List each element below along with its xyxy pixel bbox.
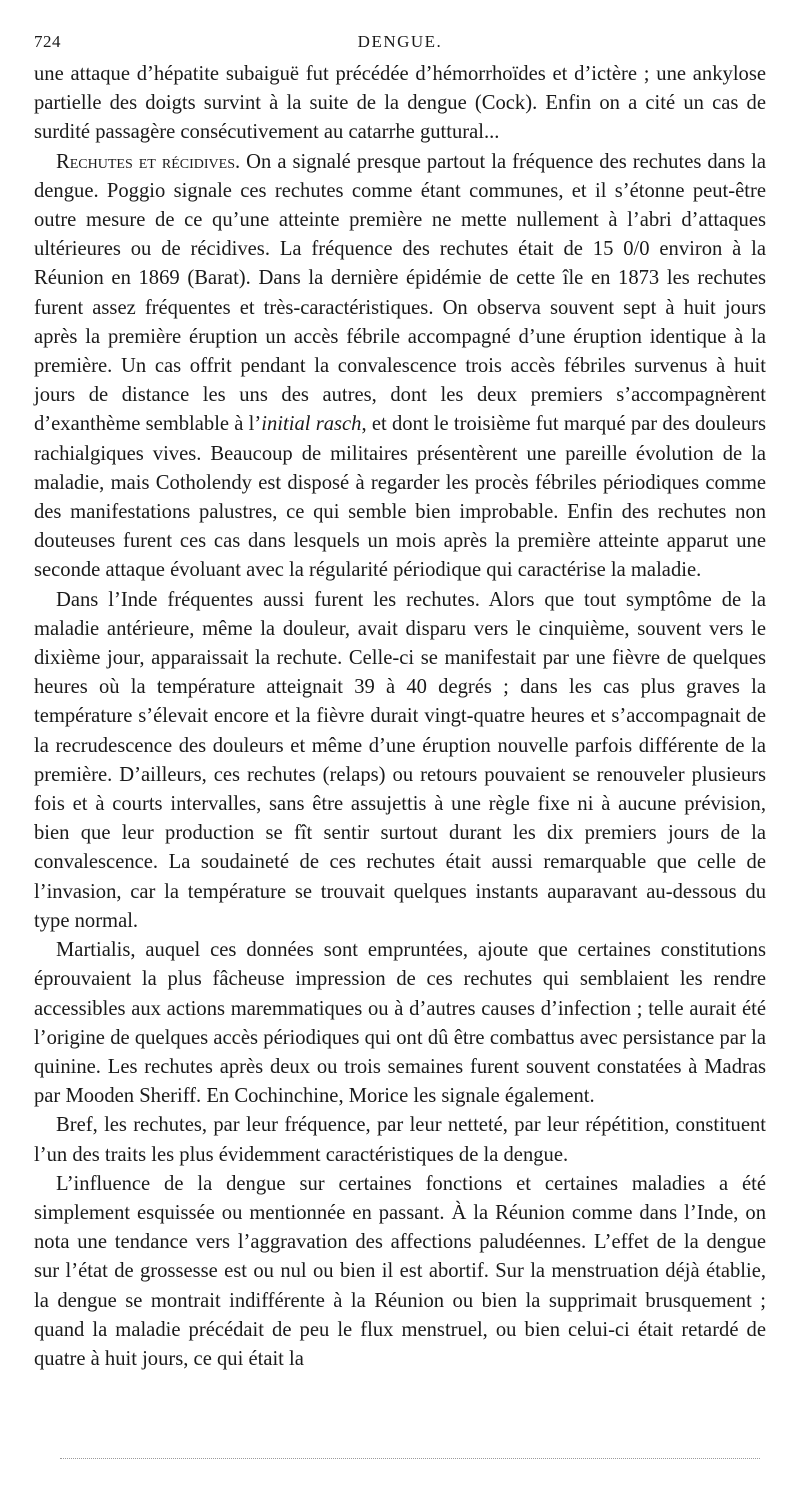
paragraph-inde: Dans l’Inde fréquentes aussi furent les rechutes. Alors que tout symptôme de la maladie antérieure, même la douleur, avait disparu vers le cinquième, souvent vers le dixième jour, apparaissait la rechute. Celle-ci se manifestait par une fièvre de quelques heures où la température atteignait 39 à 40 degrés ; dans les cas plus graves la température s’élevait encore et la fièvre durait vingt-quatre heures et s’accompagnait de la recrudescence des douleurs et même d’une éruption nouvelle parfois différente de la première. D’ailleurs, ces rechutes (relaps) ou retours pouvaient se renouveler plusieurs fois et à courts intervalles, sans être assujettis à une règle fixe ni à aucune prévision, bien que leur production se fît sentir surtout durant les dix premiers jours de la convalescence. La soudaineté de ces rechutes était aussi remarquable que celle de l’invasion, car la température se trouvait quelques instants auparavant au-dessous du type normal. <box>34 588 766 932</box>
paragraph-text: , et dont le troisième fut marqué par des douleurs rachialgiques vives. Beaucoup de militaires présentèrent une pareille évolution de la maladie, mais Cotholendy est disposé à regarder les procès fébriles périodiques comme des manifestations palustres, ce qui semble bien improbable. Enfin des rechutes non douteuses furent ces cas dans lesquels un mois après la première atteinte apparut une seconde attaque évoluant avec la régularité périodique qui caractérise la maladie. <box>34 413 766 582</box>
paragraph-influence: L’influence de la dengue sur certaines fonctions et certaines maladies a été simplement esquissée ou mentionnée en passant. À la Réunion comme dans l’Inde, on nota une tendance vers l’aggravation des affections paludéennes. L’effet de la dengue sur l’état de grossesse est ou nul ou bien il est abortif. Sur la menstruation déjà établie, la dengue se montrait indifférente à la Réunion ou bien la supprimait brusquement ; quand la maladie précédait de peu le flux menstruel, ou bien celui-ci était retardé de quatre à huit jours, ce qui était la <box>34 1172 766 1370</box>
section-heading: Rechutes et récidives. <box>56 150 241 173</box>
page-number: 724 <box>34 32 61 51</box>
body-text <box>34 60 766 1374</box>
paragraph-text: On a signalé presque partout la fréquence des rechutes dans la dengue. Poggio signale ces rechutes comme étant communes, et il s’étonne peut-être outre mesure de ce qu’une atteinte première ne mette nullement à l’abri d’attaques ultérieures ou de récidives. La fréquence des rechutes était de 15 0/0 environ à la Réunion en 1869 (Barat). Dans la dernière épidémie de cette île en 1873 les rechutes furent assez fréquentes et très-caractéristiques. On observa souvent sept à huit jours après la première éruption un accès fébrile accompagné d’une éruption identique à la première. Un cas offrit pendant la convalescence trois accès fébriles survenus à huit jours de distance les uns des autres, dont les deux premiers s’accompagnèrent d’exanthème semblable à l’ <box>34 150 766 436</box>
paragraph-rechutes <box>34 148 766 586</box>
running-head <box>34 28 766 56</box>
running-title: DENGUE. <box>357 32 443 51</box>
paragraph-1: une attaque d’hépatite subaiguë fut précédée d’hémorrhoïdes et d’ictère ; une ankylose partielle des doigts survint à la suite de la dengue (Cock). Enfin on a cité un cas de surdité passagère consécutivement au catarrhe guttural... <box>34 63 766 144</box>
bleed-through-line <box>60 1458 760 1459</box>
paragraph-bref: Bref, les rechutes, par leur fréquence, par leur netteté, par leur répétition, constituent l’un des traits les plus évidemment caractéristiques de la dengue. <box>34 1114 766 1166</box>
italic-term: initial rasch <box>261 413 362 436</box>
paragraph-martialis: Martialis, auquel ces données sont empruntées, ajoute que certaines constitutions éprouvaient la plus fâcheuse impression de ces rechutes qui semblaient les rendre accessibles aux actions maremmatiques ou à d’autres causes d’infection ; telle aurait été l’origine de quelques accès périodiques qui ont dû être combattus avec persistance par la quinine. Les rechutes après deux ou trois semaines furent souvent constatées à Madras par Mooden Sheriff. En Cochinchine, Morice les signale également. <box>34 939 766 1108</box>
